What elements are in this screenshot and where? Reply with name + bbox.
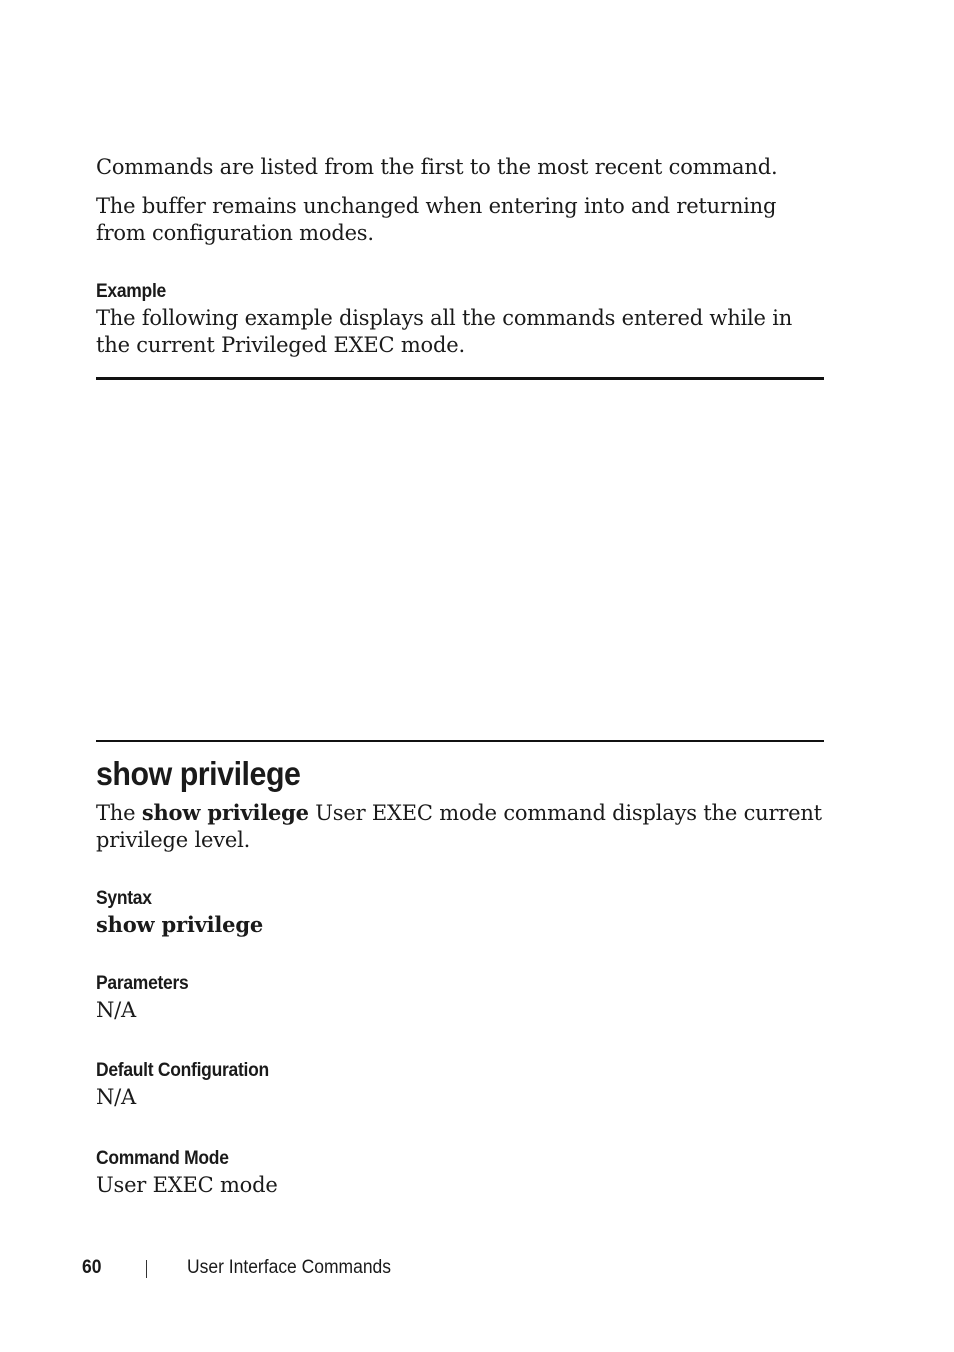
intro-paragraph-1: Commands are listed from the first to the most recent command. (96, 155, 778, 179)
desc-suffix: User EXEC mode command displays the current privilege level. (96, 801, 822, 852)
section-description (96, 799, 826, 854)
default-configuration-value: N/A (96, 1085, 137, 1109)
default-configuration-heading: Default Configuration (96, 1060, 269, 1081)
desc-command: show privilege (141, 800, 309, 825)
parameters-value: N/A (96, 998, 137, 1022)
page-title: show privilege (96, 755, 301, 792)
desc-prefix: The (96, 801, 142, 825)
parameters-heading: Parameters (96, 973, 189, 994)
footer-chapter: User Interface Commands (187, 1257, 392, 1278)
example-heading: Example (96, 281, 166, 302)
command-mode-value: User EXEC mode (96, 1173, 278, 1197)
page-number: 60 (82, 1257, 102, 1278)
syntax-value: show privilege (96, 912, 263, 937)
section-divider (96, 740, 824, 742)
example-text: The following example displays all the commands entered while in the current Privileged EXEC mode. (96, 306, 793, 357)
footer-separator (146, 1260, 147, 1278)
intro-paragraph-2: The buffer remains unchanged when entering into and returning from configuration modes. (96, 194, 777, 245)
example-divider (96, 377, 824, 380)
syntax-heading: Syntax (96, 888, 152, 909)
command-mode-heading: Command Mode (96, 1148, 229, 1169)
